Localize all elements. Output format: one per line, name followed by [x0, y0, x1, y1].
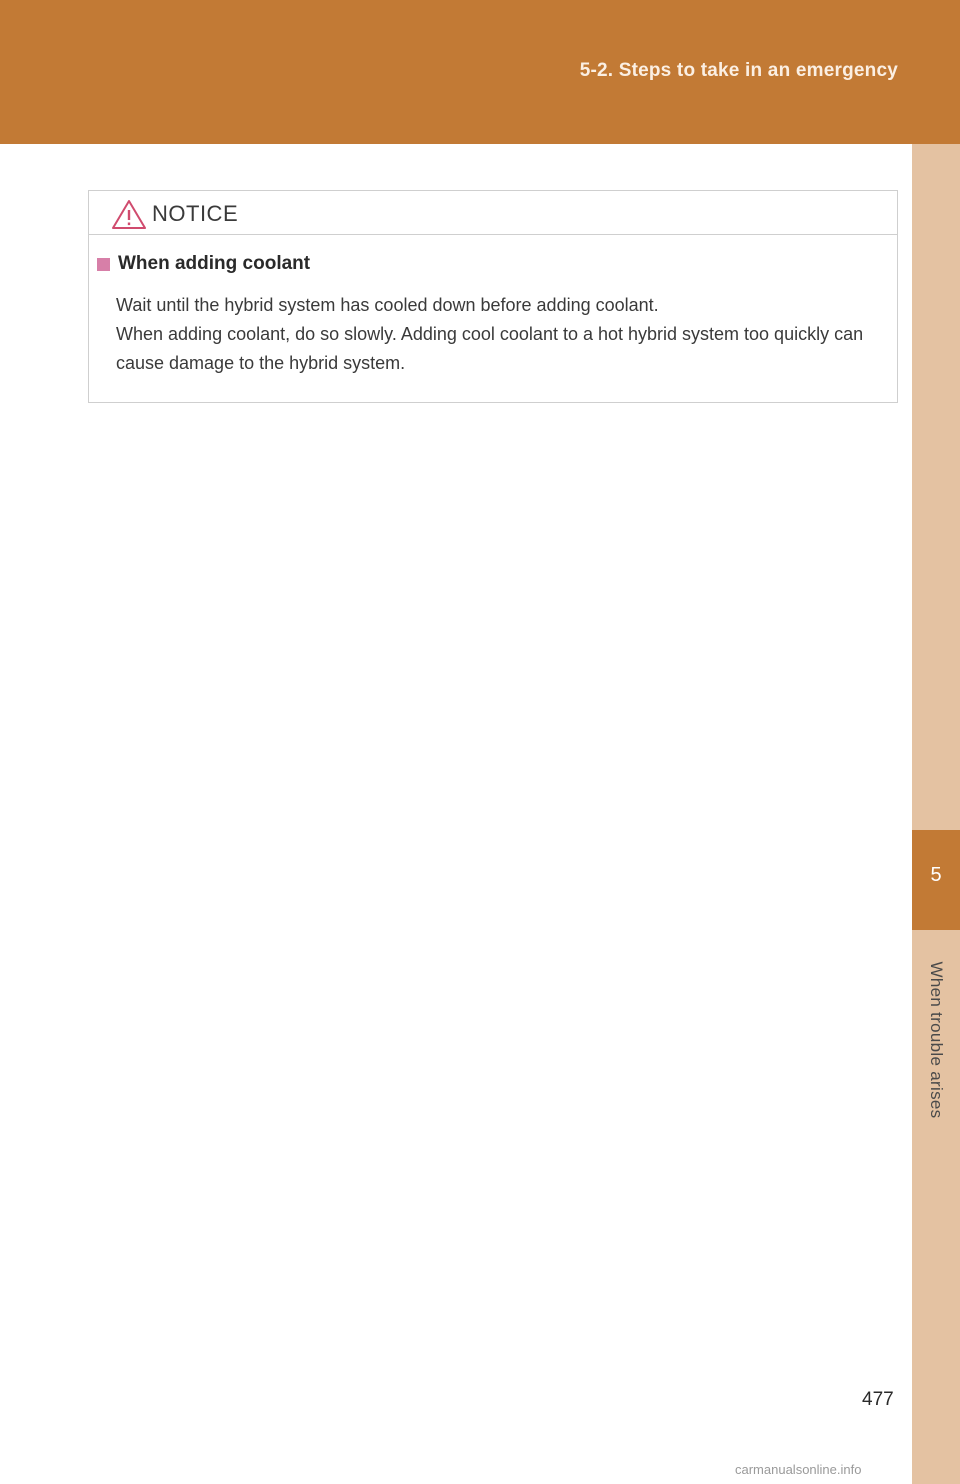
- section-title: 5-2. Steps to take in an emergency: [579, 60, 898, 81]
- chapter-label: When trouble arises: [927, 961, 946, 1119]
- page-header: [0, 0, 960, 144]
- chapter-side-tab: [912, 144, 960, 1484]
- chapter-number-box: [912, 830, 960, 930]
- notice-box: [88, 190, 898, 403]
- warning-triangle-icon: [111, 198, 147, 230]
- notice-header: [89, 191, 897, 235]
- watermark: carmanualsonline.info: [735, 1462, 862, 1477]
- notice-heading: When adding coolant: [118, 253, 311, 274]
- notice-paragraph-1: Wait until the hybrid system has cooled down before adding coolant.: [116, 295, 659, 315]
- page-number: 477: [862, 1389, 894, 1410]
- notice-body: [97, 253, 892, 378]
- notice-paragraph-2: When adding coolant, do so slowly. Adding cool coolant to a hot hybrid system too quickly can cause damage to the hybrid system.: [116, 324, 864, 373]
- notice-title: NOTICE: [152, 201, 239, 226]
- square-bullet-icon: [97, 258, 110, 271]
- notice-text: [116, 291, 892, 378]
- notice-heading-row: [97, 253, 892, 275]
- chapter-number: 5: [930, 864, 942, 886]
